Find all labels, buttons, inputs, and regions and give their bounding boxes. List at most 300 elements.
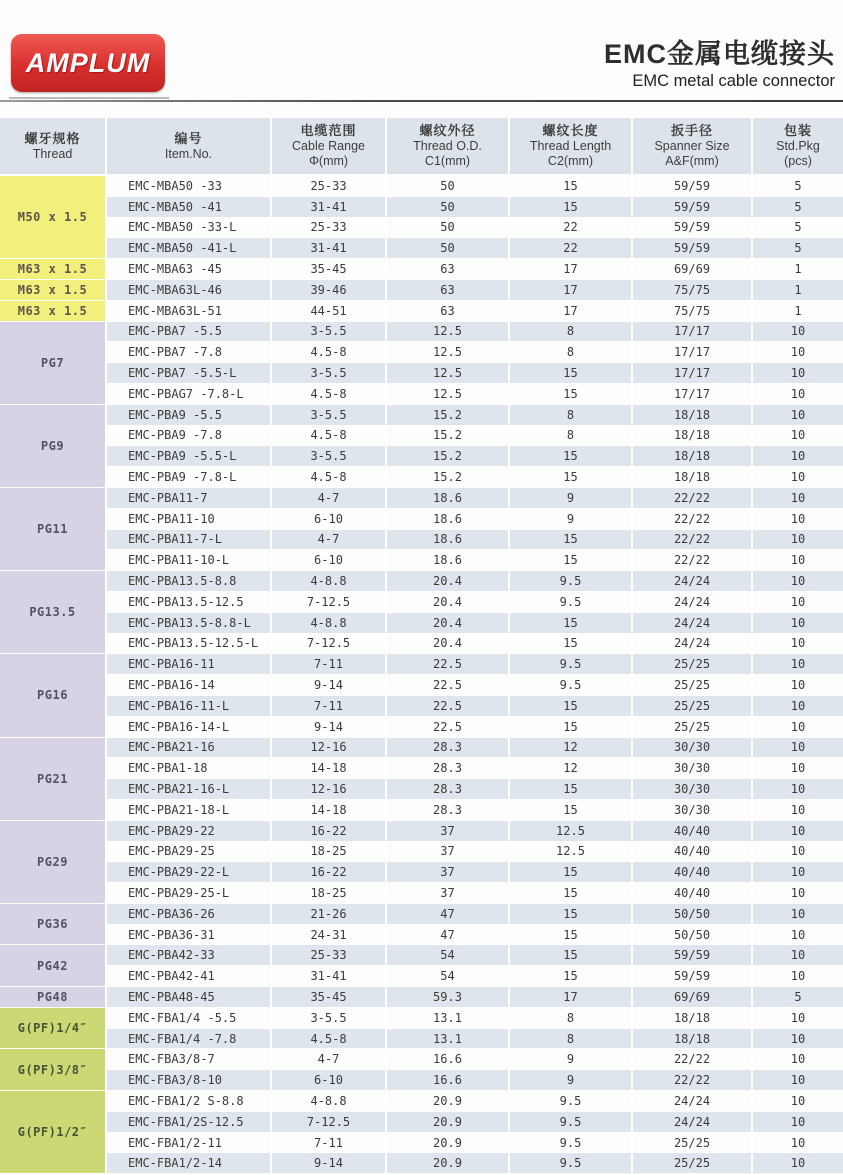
spanner-size-cell: 22/22 xyxy=(633,550,753,571)
thread-group-cell: PG21 xyxy=(0,738,107,821)
cable-range-cell: 25-33 xyxy=(272,218,387,239)
item-no-cell: EMC-PBA21-16-L xyxy=(107,779,272,800)
std-pkg-cell: 5 xyxy=(753,238,843,259)
table-row xyxy=(0,197,843,218)
cable-range-cell: 4.5-8 xyxy=(272,467,387,488)
col-header-thread-od xyxy=(387,118,510,176)
thread-length-cell: 9.5 xyxy=(510,592,633,613)
table-row xyxy=(0,675,843,696)
cable-range-cell: 18-25 xyxy=(272,883,387,904)
item-no-cell: EMC-PBA42-33 xyxy=(107,945,272,966)
thread-length-cell: 12.5 xyxy=(510,821,633,842)
std-pkg-cell: 5 xyxy=(753,176,843,197)
thread-length-cell: 15 xyxy=(510,696,633,717)
thread-length-cell: 9 xyxy=(510,509,633,530)
std-pkg-cell: 10 xyxy=(753,426,843,447)
thread-group-cell: M50 x 1.5 xyxy=(0,176,107,259)
table-row xyxy=(0,1049,843,1070)
col-header-std-pkg xyxy=(753,118,843,176)
thread-length-cell: 12 xyxy=(510,758,633,779)
col-header-cable-range-sub: Φ(mm) xyxy=(308,154,349,168)
spanner-size-cell: 17/17 xyxy=(633,384,753,405)
thread-od-cell: 63 xyxy=(387,280,510,301)
spanner-size-cell: 59/59 xyxy=(633,966,753,987)
spanner-size-cell: 25/25 xyxy=(633,675,753,696)
cable-range-cell: 4-8.8 xyxy=(272,571,387,592)
cable-range-cell: 24-31 xyxy=(272,925,387,946)
thread-group-cell: M63 x 1.5 xyxy=(0,301,107,322)
spanner-size-cell: 40/40 xyxy=(633,821,753,842)
cable-range-cell: 4.5-8 xyxy=(272,342,387,363)
thread-od-cell: 20.4 xyxy=(387,571,510,592)
thread-length-cell: 9.5 xyxy=(510,571,633,592)
thread-length-cell: 8 xyxy=(510,405,633,426)
spanner-size-cell: 69/69 xyxy=(633,987,753,1008)
item-no-cell: EMC-PBA16-11-L xyxy=(107,696,272,717)
std-pkg-cell: 10 xyxy=(753,1112,843,1133)
thread-group-cell: M63 x 1.5 xyxy=(0,259,107,280)
thread-od-cell: 20.9 xyxy=(387,1133,510,1154)
cable-range-cell: 4-8.8 xyxy=(272,613,387,634)
item-no-cell: EMC-FBA3/8-7 xyxy=(107,1049,272,1070)
spanner-size-cell: 24/24 xyxy=(633,571,753,592)
table-row xyxy=(0,945,843,966)
std-pkg-cell: 10 xyxy=(753,342,843,363)
col-header-thread-od-en: Thread O.D. xyxy=(413,139,482,153)
cable-range-cell: 7-11 xyxy=(272,654,387,675)
table-row xyxy=(0,238,843,259)
thread-length-cell: 15 xyxy=(510,363,633,384)
table-row xyxy=(0,467,843,488)
std-pkg-cell: 1 xyxy=(753,259,843,280)
item-no-cell: EMC-PBA7 -5.5-L xyxy=(107,363,272,384)
cable-range-cell: 35-45 xyxy=(272,987,387,1008)
table-row xyxy=(0,342,843,363)
spanner-size-cell: 18/18 xyxy=(633,1008,753,1029)
table-row xyxy=(0,862,843,883)
thread-od-cell: 20.4 xyxy=(387,613,510,634)
cable-range-cell: 44-51 xyxy=(272,301,387,322)
table-row xyxy=(0,779,843,800)
thread-od-cell: 22.5 xyxy=(387,696,510,717)
thread-od-cell: 20.4 xyxy=(387,634,510,655)
cable-range-cell: 6-10 xyxy=(272,509,387,530)
std-pkg-cell: 10 xyxy=(753,1049,843,1070)
col-header-item-no xyxy=(107,118,272,176)
cable-range-cell: 25-33 xyxy=(272,945,387,966)
table-row xyxy=(0,301,843,322)
std-pkg-cell: 10 xyxy=(753,488,843,509)
thread-od-cell: 22.5 xyxy=(387,654,510,675)
thread-od-cell: 15.2 xyxy=(387,446,510,467)
cable-range-cell: 3-5.5 xyxy=(272,1008,387,1029)
thread-od-cell: 13.1 xyxy=(387,1008,510,1029)
thread-length-cell: 15 xyxy=(510,446,633,467)
table-row xyxy=(0,550,843,571)
thread-length-cell: 15 xyxy=(510,779,633,800)
cable-range-cell: 7-12.5 xyxy=(272,634,387,655)
std-pkg-cell: 10 xyxy=(753,654,843,675)
std-pkg-cell: 10 xyxy=(753,883,843,904)
thread-od-cell: 28.3 xyxy=(387,779,510,800)
page-title-en: EMC metal cable connector xyxy=(632,72,835,90)
thread-od-cell: 50 xyxy=(387,238,510,259)
cable-range-cell: 7-12.5 xyxy=(272,592,387,613)
std-pkg-cell: 10 xyxy=(753,322,843,343)
item-no-cell: EMC-PBA11-7 xyxy=(107,488,272,509)
thread-length-cell: 17 xyxy=(510,259,633,280)
thread-group-cell: G(PF)1/2″ xyxy=(0,1091,107,1174)
thread-length-cell: 15 xyxy=(510,862,633,883)
cable-range-cell: 12-16 xyxy=(272,779,387,800)
item-no-cell: EMC-PBA9 -7.8-L xyxy=(107,467,272,488)
spanner-size-cell: 30/30 xyxy=(633,779,753,800)
cable-range-cell: 3-5.5 xyxy=(272,446,387,467)
std-pkg-cell: 1 xyxy=(753,280,843,301)
std-pkg-cell: 10 xyxy=(753,696,843,717)
thread-length-cell: 9 xyxy=(510,1070,633,1091)
thread-length-cell: 15 xyxy=(510,467,633,488)
logo-underline xyxy=(9,97,169,99)
col-header-thread-length-cn: 螺纹长度 xyxy=(542,123,599,138)
cable-range-cell: 9-14 xyxy=(272,675,387,696)
table-row xyxy=(0,925,843,946)
thread-length-cell: 15 xyxy=(510,717,633,738)
cable-range-cell: 31-41 xyxy=(272,197,387,218)
spanner-size-cell: 40/40 xyxy=(633,842,753,863)
cable-range-cell: 4-7 xyxy=(272,530,387,551)
table-row xyxy=(0,259,843,280)
item-no-cell: EMC-PBA29-22-L xyxy=(107,862,272,883)
cable-range-cell: 14-18 xyxy=(272,800,387,821)
thread-length-cell: 8 xyxy=(510,426,633,447)
thread-od-cell: 54 xyxy=(387,945,510,966)
thread-group-cell: PG48 xyxy=(0,987,107,1008)
item-no-cell: EMC-PBAG7 -7.8-L xyxy=(107,384,272,405)
cable-range-cell: 4.5-8 xyxy=(272,426,387,447)
std-pkg-cell: 10 xyxy=(753,613,843,634)
std-pkg-cell: 10 xyxy=(753,779,843,800)
std-pkg-cell: 10 xyxy=(753,821,843,842)
spanner-size-cell: 59/59 xyxy=(633,238,753,259)
table-row xyxy=(0,738,843,759)
spanner-size-cell: 18/18 xyxy=(633,467,753,488)
item-no-cell: EMC-PBA13.5-8.8 xyxy=(107,571,272,592)
std-pkg-cell: 10 xyxy=(753,405,843,426)
spanner-size-cell: 24/24 xyxy=(633,592,753,613)
cable-range-cell: 7-12.5 xyxy=(272,1112,387,1133)
thread-length-cell: 22 xyxy=(510,238,633,259)
thread-od-cell: 16.6 xyxy=(387,1070,510,1091)
thread-group-cell: M63 x 1.5 xyxy=(0,280,107,301)
cable-range-cell: 3-5.5 xyxy=(272,363,387,384)
thread-length-cell: 9.5 xyxy=(510,1112,633,1133)
cable-range-cell: 6-10 xyxy=(272,1070,387,1091)
thread-length-cell: 15 xyxy=(510,384,633,405)
table-row xyxy=(0,842,843,863)
thread-group-cell: PG11 xyxy=(0,488,107,571)
col-header-thread-cn: 螺牙规格 xyxy=(24,130,81,146)
std-pkg-cell: 10 xyxy=(753,862,843,883)
thread-length-cell: 17 xyxy=(510,301,633,322)
spanner-size-cell: 22/22 xyxy=(633,1049,753,1070)
std-pkg-cell: 10 xyxy=(753,1029,843,1050)
std-pkg-cell: 10 xyxy=(753,446,843,467)
table-row xyxy=(0,821,843,842)
thread-length-cell: 8 xyxy=(510,322,633,343)
spec-table xyxy=(0,118,843,1174)
std-pkg-cell: 10 xyxy=(753,509,843,530)
thread-length-cell: 15 xyxy=(510,197,633,218)
thread-od-cell: 18.6 xyxy=(387,509,510,530)
page-title-cn: EMC金属电缆接头 xyxy=(604,39,835,69)
thread-length-cell: 12.5 xyxy=(510,842,633,863)
item-no-cell: EMC-PBA36-26 xyxy=(107,904,272,925)
thread-od-cell: 59.3 xyxy=(387,987,510,1008)
table-row xyxy=(0,176,843,197)
std-pkg-cell: 10 xyxy=(753,842,843,863)
table-row xyxy=(0,280,843,301)
cable-range-cell: 14-18 xyxy=(272,758,387,779)
item-no-cell: EMC-MBA50 -33 xyxy=(107,176,272,197)
spanner-size-cell: 18/18 xyxy=(633,426,753,447)
thread-group-cell: PG9 xyxy=(0,405,107,488)
spanner-size-cell: 25/25 xyxy=(633,1153,753,1174)
thread-od-cell: 63 xyxy=(387,259,510,280)
spanner-size-cell: 17/17 xyxy=(633,363,753,384)
col-header-thread xyxy=(0,118,107,176)
item-no-cell: EMC-PBA11-10 xyxy=(107,509,272,530)
spanner-size-cell: 75/75 xyxy=(633,280,753,301)
std-pkg-cell: 10 xyxy=(753,1133,843,1154)
table-row xyxy=(0,696,843,717)
std-pkg-cell: 10 xyxy=(753,1070,843,1091)
item-no-cell: EMC-PBA9 -5.5 xyxy=(107,405,272,426)
std-pkg-cell: 10 xyxy=(753,550,843,571)
thread-length-cell: 15 xyxy=(510,800,633,821)
item-no-cell: EMC-FBA3/8-10 xyxy=(107,1070,272,1091)
thread-od-cell: 37 xyxy=(387,883,510,904)
cable-range-cell: 16-22 xyxy=(272,862,387,883)
thread-group-cell: PG16 xyxy=(0,654,107,737)
table-row xyxy=(0,904,843,925)
col-header-cable-range-en: Cable Range xyxy=(292,139,365,153)
table-row xyxy=(0,613,843,634)
std-pkg-cell: 10 xyxy=(753,675,843,696)
thread-length-cell: 15 xyxy=(510,925,633,946)
thread-od-cell: 12.5 xyxy=(387,384,510,405)
cable-range-cell: 9-14 xyxy=(272,717,387,738)
std-pkg-cell: 10 xyxy=(753,1008,843,1029)
thread-od-cell: 16.6 xyxy=(387,1049,510,1070)
thread-length-cell: 17 xyxy=(510,280,633,301)
std-pkg-cell: 10 xyxy=(753,363,843,384)
thread-od-cell: 15.2 xyxy=(387,426,510,447)
spanner-size-cell: 17/17 xyxy=(633,342,753,363)
item-no-cell: EMC-PBA11-7-L xyxy=(107,530,272,551)
col-header-thread-length-sub: C2(mm) xyxy=(547,154,594,168)
spanner-size-cell: 18/18 xyxy=(633,1029,753,1050)
std-pkg-cell: 10 xyxy=(753,904,843,925)
thread-length-cell: 8 xyxy=(510,342,633,363)
item-no-cell: EMC-PBA16-14-L xyxy=(107,717,272,738)
std-pkg-cell: 10 xyxy=(753,966,843,987)
thread-od-cell: 18.6 xyxy=(387,488,510,509)
spanner-size-cell: 25/25 xyxy=(633,696,753,717)
header-divider xyxy=(0,100,843,102)
cable-range-cell: 35-45 xyxy=(272,259,387,280)
item-no-cell: EMC-PBA36-31 xyxy=(107,925,272,946)
spanner-size-cell: 30/30 xyxy=(633,800,753,821)
thread-length-cell: 15 xyxy=(510,530,633,551)
col-header-thread-od-sub: C1(mm) xyxy=(424,154,471,168)
thread-od-cell: 20.9 xyxy=(387,1153,510,1174)
cable-range-cell: 4-7 xyxy=(272,1049,387,1070)
table-row xyxy=(0,363,843,384)
item-no-cell: EMC-FBA1/2-11 xyxy=(107,1133,272,1154)
item-no-cell: EMC-PBA7 -5.5 xyxy=(107,322,272,343)
std-pkg-cell: 10 xyxy=(753,945,843,966)
cable-range-cell: 18-25 xyxy=(272,842,387,863)
thread-od-cell: 37 xyxy=(387,821,510,842)
thread-od-cell: 22.5 xyxy=(387,675,510,696)
std-pkg-cell: 10 xyxy=(753,717,843,738)
table-row xyxy=(0,1112,843,1133)
table-row xyxy=(0,1008,843,1029)
item-no-cell: EMC-PBA9 -5.5-L xyxy=(107,446,272,467)
spanner-size-cell: 25/25 xyxy=(633,1133,753,1154)
item-no-cell: EMC-MBA63 -45 xyxy=(107,259,272,280)
table-row xyxy=(0,1133,843,1154)
spanner-size-cell: 18/18 xyxy=(633,446,753,467)
amplum-logo xyxy=(11,34,165,92)
item-no-cell: EMC-PBA29-25 xyxy=(107,842,272,863)
thread-length-cell: 15 xyxy=(510,966,633,987)
thread-group-cell: PG7 xyxy=(0,322,107,405)
spanner-size-cell: 17/17 xyxy=(633,322,753,343)
std-pkg-cell: 10 xyxy=(753,530,843,551)
item-no-cell: EMC-FBA1/4 -7.8 xyxy=(107,1029,272,1050)
thread-od-cell: 50 xyxy=(387,218,510,239)
thread-group-cell: PG36 xyxy=(0,904,107,946)
thread-length-cell: 15 xyxy=(510,883,633,904)
spanner-size-cell: 24/24 xyxy=(633,1091,753,1112)
item-no-cell: EMC-PBA16-14 xyxy=(107,675,272,696)
table-row xyxy=(0,1091,843,1112)
item-no-cell: EMC-PBA16-11 xyxy=(107,654,272,675)
thread-od-cell: 54 xyxy=(387,966,510,987)
col-header-item-no-cn: 编号 xyxy=(174,130,203,146)
thread-length-cell: 15 xyxy=(510,945,633,966)
item-no-cell: EMC-FBA1/2S-12.5 xyxy=(107,1112,272,1133)
col-header-item-no-en: Item.No. xyxy=(164,146,213,161)
thread-od-cell: 47 xyxy=(387,904,510,925)
cable-range-cell: 4.5-8 xyxy=(272,1029,387,1050)
cable-range-cell: 9-14 xyxy=(272,1153,387,1174)
item-no-cell: EMC-PBA9 -7.8 xyxy=(107,426,272,447)
spanner-size-cell: 59/59 xyxy=(633,218,753,239)
item-no-cell: EMC-MBA50 -33-L xyxy=(107,218,272,239)
thread-length-cell: 8 xyxy=(510,1029,633,1050)
std-pkg-cell: 10 xyxy=(753,571,843,592)
thread-length-cell: 9.5 xyxy=(510,654,633,675)
std-pkg-cell: 5 xyxy=(753,987,843,1008)
col-header-cable-range xyxy=(272,118,387,176)
logo-text: AMPLUM xyxy=(25,47,151,78)
table-row xyxy=(0,592,843,613)
thread-length-cell: 22 xyxy=(510,218,633,239)
cable-range-cell: 12-16 xyxy=(272,738,387,759)
thread-od-cell: 28.3 xyxy=(387,758,510,779)
col-header-std-pkg-sub: (pcs) xyxy=(784,154,812,168)
cable-range-cell: 4-7 xyxy=(272,488,387,509)
item-no-cell: EMC-FBA1/2-14 xyxy=(107,1153,272,1174)
spanner-size-cell: 25/25 xyxy=(633,654,753,675)
col-header-spanner-size-en: Spanner Size xyxy=(654,139,730,153)
std-pkg-cell: 5 xyxy=(753,218,843,239)
thread-length-cell: 15 xyxy=(510,176,633,197)
thread-od-cell: 13.1 xyxy=(387,1029,510,1050)
item-no-cell: EMC-MBA50 -41-L xyxy=(107,238,272,259)
item-no-cell: EMC-PBA13.5-8.8-L xyxy=(107,613,272,634)
thread-od-cell: 12.5 xyxy=(387,322,510,343)
thread-od-cell: 18.6 xyxy=(387,530,510,551)
std-pkg-cell: 5 xyxy=(753,197,843,218)
spanner-size-cell: 59/59 xyxy=(633,197,753,218)
col-header-std-pkg-cn: 包装 xyxy=(783,123,812,138)
page-title-block xyxy=(604,38,835,92)
thread-length-cell: 9 xyxy=(510,488,633,509)
table-row xyxy=(0,571,843,592)
item-no-cell: EMC-PBA21-16 xyxy=(107,738,272,759)
thread-length-cell: 15 xyxy=(510,634,633,655)
std-pkg-cell: 1 xyxy=(753,301,843,322)
thread-length-cell: 15 xyxy=(510,550,633,571)
col-header-cable-range-cn: 电缆范围 xyxy=(300,123,357,138)
thread-od-cell: 22.5 xyxy=(387,717,510,738)
spanner-size-cell: 40/40 xyxy=(633,883,753,904)
thread-od-cell: 15.2 xyxy=(387,467,510,488)
table-row xyxy=(0,654,843,675)
std-pkg-cell: 10 xyxy=(753,758,843,779)
spanner-size-cell: 75/75 xyxy=(633,301,753,322)
col-header-spanner-size-cn: 扳手径 xyxy=(670,123,713,138)
item-no-cell: EMC-PBA7 -7.8 xyxy=(107,342,272,363)
spanner-size-cell: 22/22 xyxy=(633,1070,753,1091)
spanner-size-cell: 30/30 xyxy=(633,738,753,759)
thread-od-cell: 47 xyxy=(387,925,510,946)
col-header-thread-od-cn: 螺纹外径 xyxy=(419,123,476,138)
std-pkg-cell: 10 xyxy=(753,738,843,759)
spanner-size-cell: 24/24 xyxy=(633,1112,753,1133)
spanner-size-cell: 22/22 xyxy=(633,530,753,551)
table-row xyxy=(0,717,843,738)
table-row xyxy=(0,1153,843,1174)
item-no-cell: EMC-PBA13.5-12.5-L xyxy=(107,634,272,655)
thread-length-cell: 9.5 xyxy=(510,1091,633,1112)
spanner-size-cell: 25/25 xyxy=(633,717,753,738)
spanner-size-cell: 50/50 xyxy=(633,925,753,946)
thread-group-cell: PG29 xyxy=(0,821,107,904)
thread-length-cell: 9.5 xyxy=(510,1133,633,1154)
item-no-cell: EMC-PBA13.5-12.5 xyxy=(107,592,272,613)
spanner-size-cell: 59/59 xyxy=(633,945,753,966)
thread-length-cell: 8 xyxy=(510,1008,633,1029)
spanner-size-cell: 59/59 xyxy=(633,176,753,197)
col-header-spanner-size xyxy=(633,118,753,176)
table-row xyxy=(0,758,843,779)
table-body xyxy=(0,176,843,1174)
